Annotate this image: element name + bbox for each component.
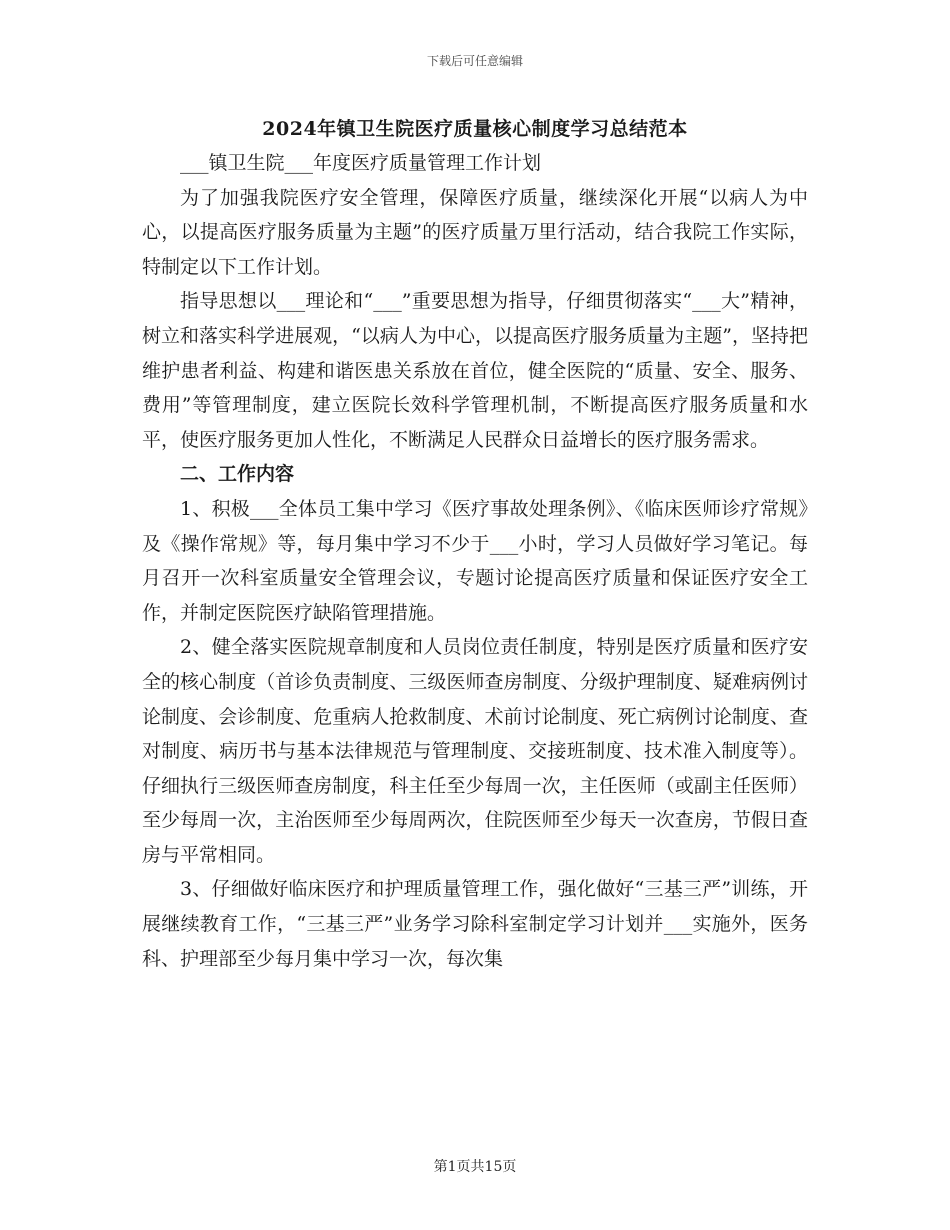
page-number: 第1页共15页 xyxy=(433,1159,517,1175)
page-header-note: 下载后可任意编辑 xyxy=(426,54,523,68)
paragraph-item-2: 2、健全落实医院规章制度和人员岗位责任制度，特别是医疗质量和医疗安全的核心制度（首诊负责制度、三级医师查房制度、分级护理制度、疑难病例讨论制度、会诊制度、危重病人抢救制度、术前讨论制度、死亡病例讨论制度、查对制度、病历书与基本法律规范与管理制度、交接班制度、技术准入制度等）。仔细执行三级医师查房制度，科主任至少每周一次，主任医师（或副主任医师）至少每周一次，主治医师至少每周两次，住院医师至少每天一次查房，节假日查房与平常相同。 xyxy=(142,636,808,866)
paragraph-intro: 为了加强我院医疗安全管理，保障医疗质量，继续深化开展“以病人为中心，以提高医疗服务质量为主题”的医疗质量万里行活动，结合我院工作实际，特制定以下工作计划。 xyxy=(142,186,808,278)
paragraph-item-1: 1、积极___全体员工集中学习《医疗事故处理条例》、《临床医师诊疗常规》及《操作常规》等，每月集中学习不少于___小时，学习人员做好学习笔记。每月召开一次科室质量安全管理会议，专题讨论提高医疗质量和保证医疗安全工作，并制定医院医疗缺陷管理措施。 xyxy=(142,497,808,624)
document-title: 2024年镇卫生院医疗质量核心制度学习总结范本 xyxy=(262,118,688,140)
section-heading-work-content: 二、工作内容 xyxy=(180,463,295,486)
document-body xyxy=(142,146,808,976)
paragraph-item-3: 3、仔细做好临床医疗和护理质量管理工作，强化做好“三基三严”训练，开展继续教育工作，“三基三严”业务学习除科室制定学习计划并___实施外，医务科、护理部至少每月集中学习一次，每次集 xyxy=(142,878,808,970)
paragraph-guiding-ideology: 指导思想以___理论和“___”重要思想为指导，仔细贯彻落实“___大”精神，树立和落实科学进展观，“以病人为中心，以提高医疗服务质量为主题”，坚持把维护患者利益、构建和谐医患关系放在首位，健全医院的“质量、安全、服务、费用”等管理制度，建立医院长效科学管理机制，不断提高医疗服务质量和水平，使医疗服务更加人性化，不断满足人民群众日益增长的医疗服务需求。 xyxy=(142,290,808,451)
paragraph-plan-title: ___镇卫生院___年度医疗质量管理工作计划 xyxy=(180,152,542,174)
